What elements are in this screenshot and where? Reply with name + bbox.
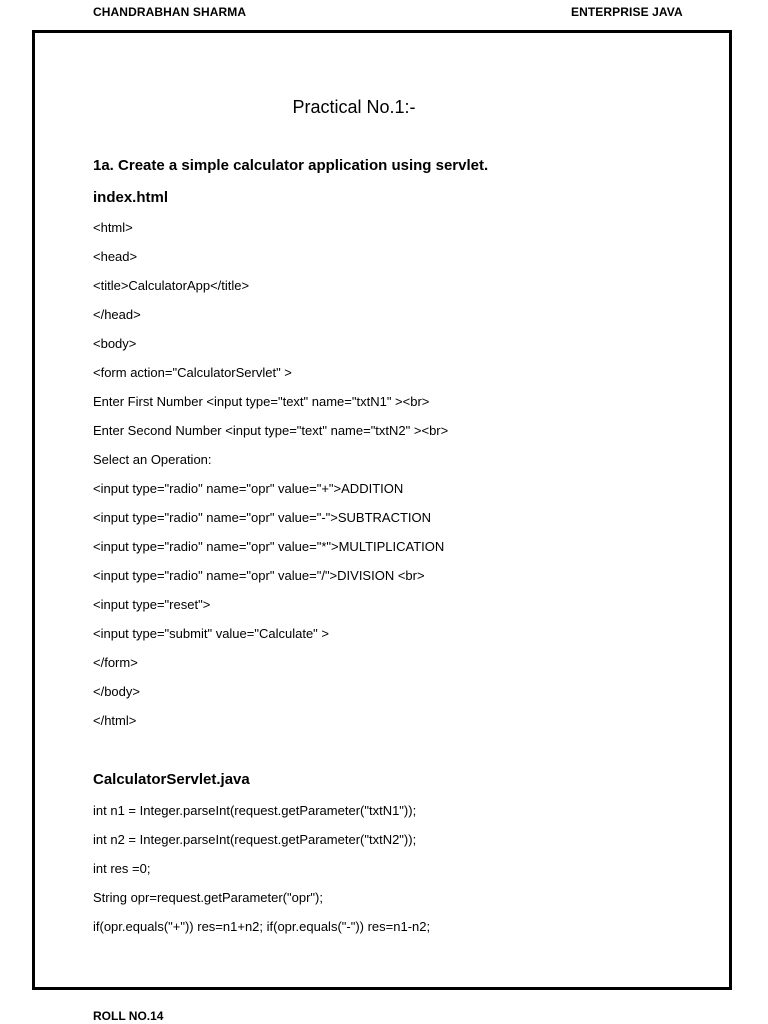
code-line: <form action="CalculatorServlet" > [93, 365, 292, 380]
code-line: <body> [93, 336, 137, 351]
code-line: </head> [93, 307, 141, 322]
code-line: <title>CalculatorApp</title> [93, 278, 250, 293]
code-line: <input type="reset"> [93, 597, 211, 612]
code-line: Enter Second Number <input type="text" name="txtN2" ><br> [93, 423, 449, 438]
code-line: String opr=request.getParameter("opr"); [93, 890, 323, 905]
code-line: if(opr.equals("+")) res=n1+n2; if(opr.equals("-")) res=n1-n2; [93, 919, 431, 934]
code-line: int n1 = Integer.parseInt(request.getParameter("txtN1")); [93, 803, 417, 818]
code-line: Select an Operation: [93, 452, 212, 467]
code-line: <input type="radio" name="opr" value="/">DIVISION <br> [93, 568, 425, 583]
code-line: int n2 = Integer.parseInt(request.getParameter("txtN2")); [93, 832, 417, 847]
header-subject: ENTERPRISE JAVA [571, 5, 683, 19]
code-line: Enter First Number <input type="text" name="txtN1" ><br> [93, 394, 430, 409]
code-line: <input type="radio" name="opr" value="-">SUBTRACTION [93, 510, 432, 525]
file-heading-index: index.html [93, 189, 169, 206]
file-heading-servlet: CalculatorServlet.java [93, 771, 250, 788]
code-line: <input type="submit" value="Calculate" > [93, 626, 329, 641]
footer-roll-number: ROLL NO.14 [93, 1009, 164, 1023]
code-line: <head> [93, 249, 138, 264]
code-line: </html> [93, 713, 137, 728]
practical-heading: 1a. Create a simple calculator application using servlet. [93, 157, 489, 174]
code-line: <input type="radio" name="opr" value="+">ADDITION [93, 481, 404, 496]
code-line: int res =0; [93, 861, 151, 876]
header-author: CHANDRABHAN SHARMA [93, 5, 247, 19]
code-line: </form> [93, 655, 138, 670]
code-line: <html> [93, 220, 133, 235]
code-line: </body> [93, 684, 140, 699]
page-title: Practical No.1:- [292, 97, 416, 117]
code-line: <input type="radio" name="opr" value="*">MULTIPLICATION [93, 539, 445, 554]
